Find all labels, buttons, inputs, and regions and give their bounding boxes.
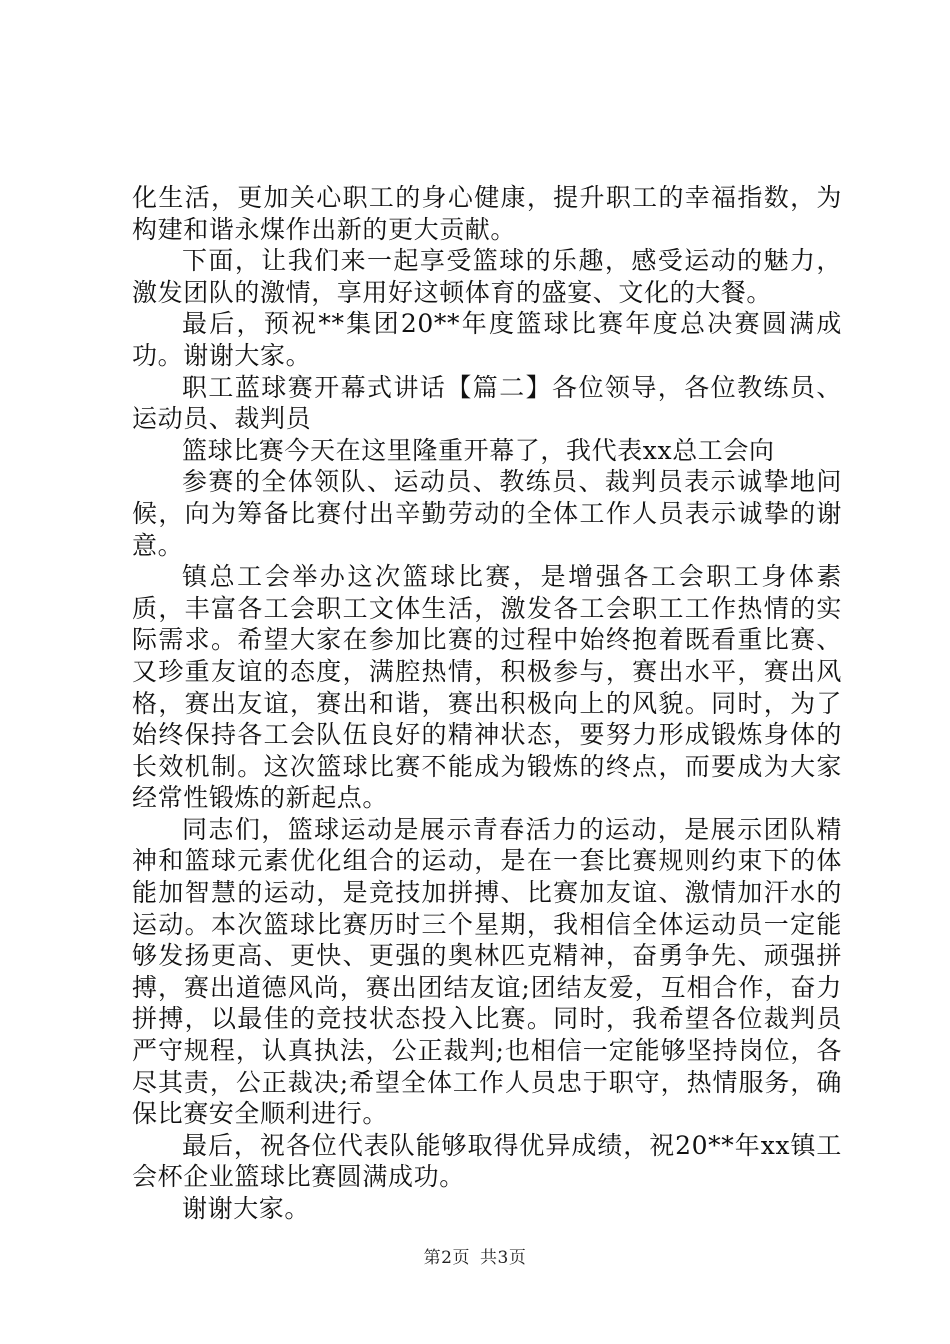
paragraph-8: 同志们，篮球运动是展示青春活力的运动，是展示团队精神和篮球元素优化组合的运动，是在一套比赛规则约束下的体能加智慧的运动，是竞技加拼搏、比赛加友谊、激情加汗水的运动。本次篮球比赛历时三个星期，我相信全体运动员一定能够发扬更高、更快、更强的奥林匹克精神，奋勇争先、顽强拼搏，赛出道德风尚，赛出团结友谊;团结友爱，互相合作，奋力拼搏，以最佳的竞技状态投入比赛。同时，我希望各位裁判员严守规程，认真执法，公正裁判;也相信一定能够坚持岗位，各尽其责，公正裁决;希望全体工作人员忠于职守，热情服务，确保比赛安全顺利进行。 — [132, 814, 842, 1129]
page-number: 第2页 — [423, 1248, 470, 1268]
paragraph-1: 化生活，更加关心职工的身心健康，提升职工的幸福指数，为构建和谐永煤作出新的更大贡献。 — [132, 183, 842, 244]
paragraph-9: 最后，祝各位代表队能够取得优异成绩，祝20**年xx镇工会杯企业篮球比赛圆满成功。 — [132, 1130, 842, 1192]
page-total: 共3页 — [480, 1248, 527, 1268]
paragraph-5: 篮球比赛今天在这里隆重开幕了，我代表xx总工会向 — [182, 435, 775, 465]
paragraph-4-heading: 职工蓝球赛开幕式讲话【篇二】各位领导，各位教练员、运动员、裁判员 — [132, 372, 842, 434]
paragraph-10: 谢谢大家。 — [182, 1194, 311, 1223]
paragraph-7: 镇总工会举办这次篮球比赛，是增强各工会职工身体素质，丰富各工会职工文体生活，激发各工会职工工作热情的实际需求。希望大家在参加比赛的过程中始终抱着既看重比赛、又珍重友谊的态度，满腔热情，积极参与，赛出水平，赛出风格，赛出友谊，赛出和谐，赛出积极向上的风貌。同时，为了始终保持各工会队伍良好的精神状态，要努力形成锻炼身体的长效机制。这次篮球比赛不能成为锻炼的终点，而要成为大家经常性锻炼的新起点。 — [132, 562, 842, 813]
page-footer — [0, 1243, 950, 1268]
paragraph-6: 参赛的全体领队、运动员、教练员、裁判员表示诚挚地问候，向为筹备比赛付出辛勤劳动的全体工作人员表示诚挚的谢意。 — [132, 467, 842, 560]
document-body — [132, 182, 842, 1225]
paragraph-2: 下面，让我们来一起享受篮球的乐趣，感受运动的魅力，激发团队的激情，享用好这顿体育的盛宴、文化的大餐。 — [132, 246, 842, 307]
paragraph-3: 最后，预祝**集团20**年度篮球比赛年度总决赛圆满成功。谢谢大家。 — [132, 309, 842, 370]
